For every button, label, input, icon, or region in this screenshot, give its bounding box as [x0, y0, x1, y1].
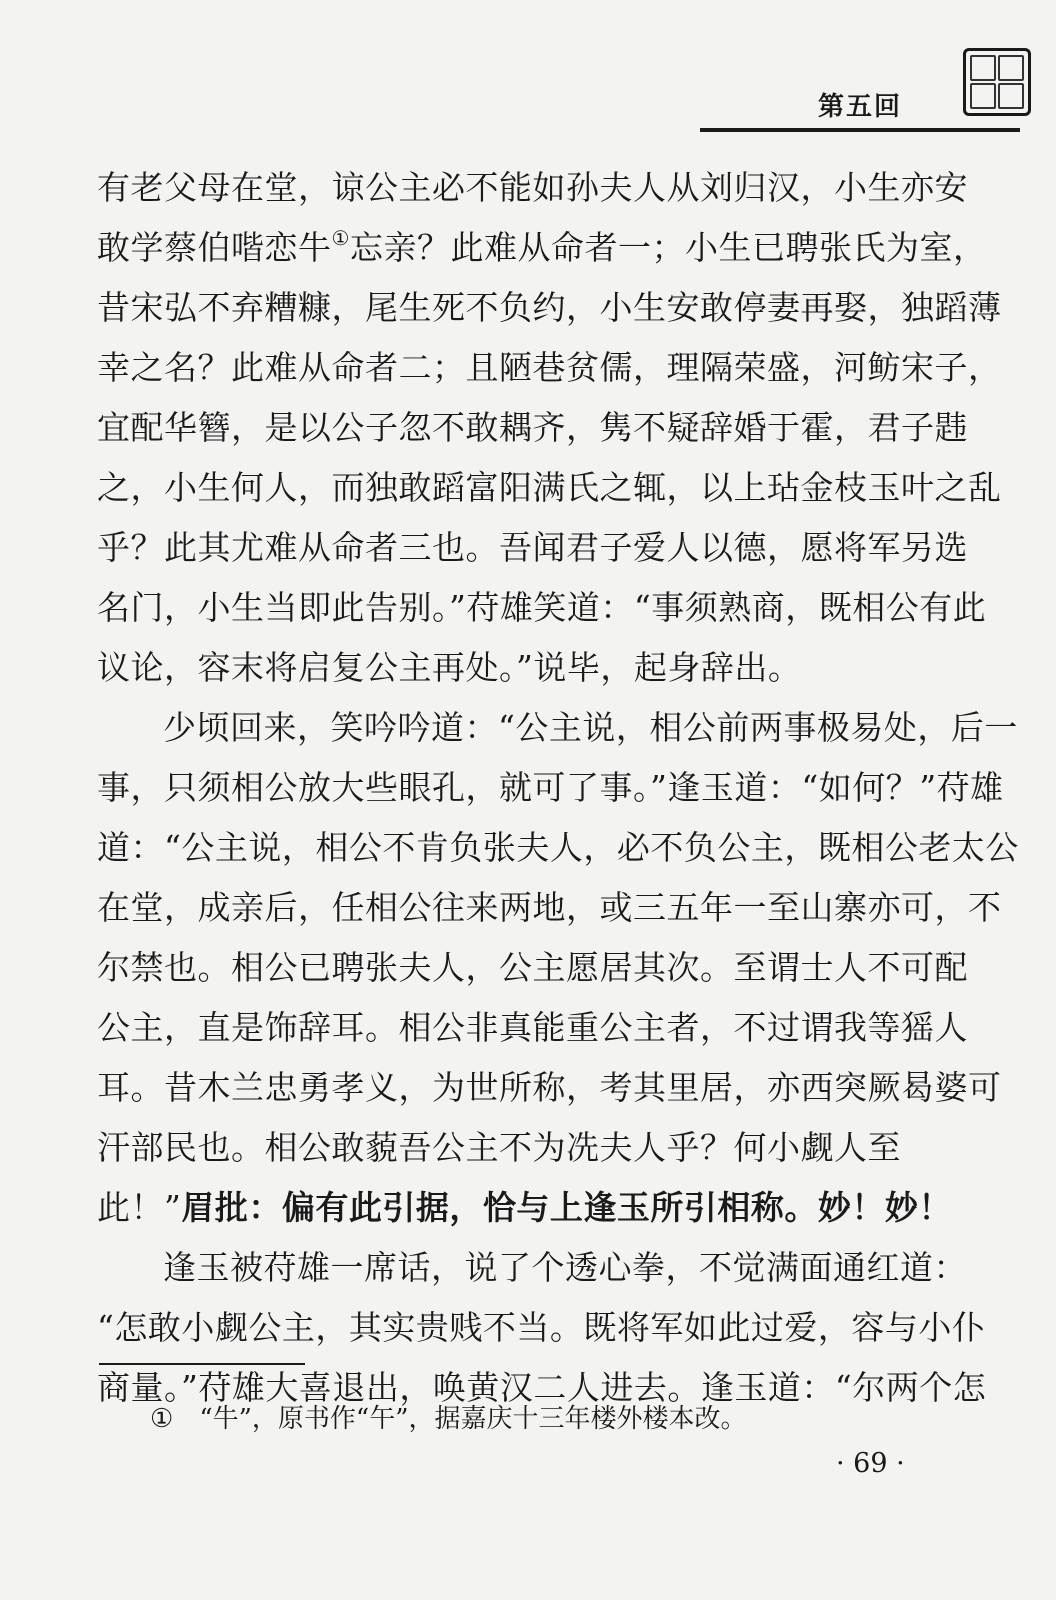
text-line — [97, 338, 1002, 398]
text-line — [97, 758, 1004, 818]
line-text: 事，只须相公放大些眼孔，就可了事。”逢玉道：“如何？”苻雄 — [97, 768, 1004, 807]
footnote-rule — [99, 1363, 305, 1365]
line-text: 在堂，成亲后，任相公往来两地，或三五年一至山寨亦可，不 — [97, 888, 1002, 927]
text-line — [97, 518, 968, 578]
line-text: 道：“公主说，相公不肯负张夫人，必不负公主，既相公老太公 — [97, 828, 1019, 867]
text-line — [97, 1298, 986, 1358]
text-line — [97, 1118, 932, 1178]
line-text: 少顷回来，笑吟吟道：“公主说，相公前两事极易处，后一 — [163, 708, 1018, 747]
line-text: 忘亲？此难从命者一；小生已聘张氏为室， — [349, 228, 987, 267]
body-text — [97, 158, 1019, 1418]
text-line — [97, 218, 987, 278]
text-line — [97, 818, 1019, 878]
header-rule — [700, 128, 1020, 132]
text-line — [97, 1178, 952, 1238]
text-line — [97, 638, 932, 698]
line-text: 逢玉被苻雄一席话，说了个透心拳，不觉满面通红道： — [163, 1248, 967, 1287]
line-text: 尔禁也。相公已聘张夫人，公主愿居其次。至谓士人不可配 — [97, 948, 968, 987]
text-line — [97, 998, 968, 1058]
footnote-text: “牛”，原书作“午”，据嘉庆十三年楼外楼本改。 — [199, 1404, 747, 1434]
line-text: 商量。”苻雄大喜退出，唤黄汉二人进去。逢玉道：“尔两个怎 — [97, 1368, 987, 1407]
text-line — [97, 698, 1018, 758]
line-text: 公主，直是饰辞耳。相公非真能重公主者，不过谓我等猺人 — [97, 1008, 968, 1047]
line-text: 名门，小生当即此告别。”苻雄笑道：“事须熟商，既相公有此 — [97, 588, 987, 627]
text-line — [97, 578, 987, 638]
text-line — [97, 1058, 1002, 1118]
footnote-reference: ① — [331, 226, 350, 250]
text-line — [97, 278, 1002, 338]
chapter-title: 第五回 — [818, 92, 903, 122]
footnote-mark: ① — [150, 1404, 174, 1434]
line-text: 幸之名？此难从命者二；且陋巷贫儒，理隔荣盛，河鲂宋子， — [97, 348, 1002, 387]
line-text: 汗部民也。相公敢藐吾公主不为冼夫人乎？何小觑人至 — [97, 1128, 901, 1167]
text-line — [97, 398, 968, 458]
line-text: 有老父母在堂，谅公主必不能如孙夫人从刘归汉，小生亦安 — [97, 168, 968, 207]
footnote — [150, 1398, 746, 1435]
line-text: “怎敢小觑公主，其实贵贱不当。既将军如此过爱，容与小仆 — [97, 1308, 986, 1347]
line-text: 此！” — [97, 1188, 182, 1227]
page-number: · 69 · — [836, 1448, 905, 1479]
text-line — [97, 878, 1002, 938]
line-text: 之，小生何人，而独敢蹈富阳满氏之辄，以上玷金枝玉叶之乱 — [97, 468, 1002, 507]
line-text: 敢学蔡伯喈恋牛 — [97, 228, 332, 267]
text-line — [97, 458, 1002, 518]
line-text: 宜配华簪，是以公子忽不敢耦齐，隽不疑辞婚于霍，君子韪 — [97, 408, 968, 447]
line-text: 议论，容末将启复公主再处。”说毕，起身辞出。 — [97, 648, 802, 687]
marginal-comment: 眉批：偏有此引据，恰与上逢玉所引相称。妙！妙！ — [181, 1188, 952, 1227]
text-line — [97, 158, 968, 218]
text-line — [97, 938, 968, 998]
text-line — [97, 1238, 967, 1298]
line-text: 昔宋弘不弃糟糠，尾生死不负约，小生安敢停妻再娶，独蹈薄 — [97, 288, 1002, 327]
line-text: 耳。昔木兰忠勇孝义，为世所称，考其里居，亦西突厥曷婆可 — [97, 1068, 1002, 1107]
seal-stamp-icon — [963, 48, 1031, 116]
line-text: 乎？此其尤难从命者三也。吾闻君子爱人以德，愿将军另选 — [97, 528, 968, 567]
